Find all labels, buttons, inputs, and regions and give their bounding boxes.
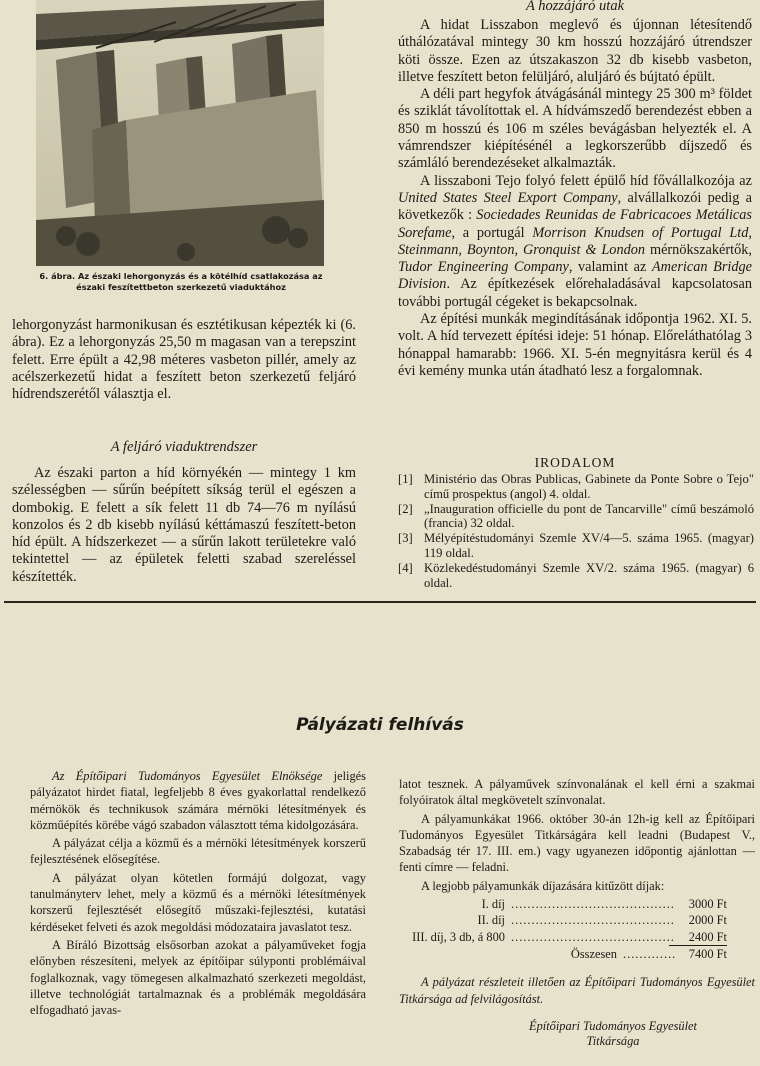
prize-row [399, 896, 755, 912]
announcement-left-column [30, 768, 366, 1020]
paragraph-road-network: A hidat Lisszabon meglevő és újonnan létesítendő úthálózatával mintegy 30 km hosszú hozzájáró útrendszer köti össze. Ezen az útszakaszon 32 db kisebb vasbeton, illetve feszített beton felüljáró, aluljáró és bújtató épült. [398, 17, 752, 85]
prize-amount: 2000 Ft [688, 913, 727, 928]
paragraph-standard: latot tesznek. A pályaművek színvonalának el kell érni a szakmai folyóiratok által megkövetelt színvonalat. [399, 777, 755, 808]
right-column-body [398, 17, 752, 380]
prize-table [399, 896, 755, 962]
paragraph-viaduct: Az északi parton a híd környékén — mintegy 1 km szélességben — sűrűn beépített síkság terül el egészen a dombokig. E felett a sík felett 11 db 74—76 m nyílású konzolos és 2 db kisebb nyílású kéttámaszú feszített-beton híd épült. A hídszerkezet — a sűrűn lakott területekre való tekintettel — az épületek feletti szabad szereléssel készítették. [12, 465, 356, 585]
contractors-text-b: , alvállalkozói pedig a következők : [398, 189, 752, 224]
viaduct-illustration [36, 0, 324, 266]
prize-row [399, 929, 755, 946]
contractor-sorefame: Sociedades Reunidas de Fabricacoes Metálicas Sorefame [398, 207, 752, 241]
heading-references: IRODALOM [534, 455, 616, 470]
contractor-morrison: Morrison Knudsen of Portugal Ltd, Steinmann, Boynton, Gronquist & London [398, 224, 752, 258]
contractor-tudor: Tudor Engineering Company [398, 259, 569, 276]
reference-number: [1] [398, 472, 413, 486]
contractors-text-d: mérnökszakértők, [645, 241, 752, 258]
announcement-title: Pályázati felhívás [296, 715, 464, 735]
paragraph-committee: A Bíráló Bizottság elsősorban azokat a pályaműveket fogja előnyben részesíteni, melyek az építőipar súlyponti problémáival foglalkoznak, vagy tömegesen alkalmazható szerkezeti megoldást, illetve technológiát tartalmaznak és a problémák megoldására elfogadható javas- [30, 937, 366, 1018]
reference-text: Közlekedéstudományi Szemle XV/2. száma 1965. (magyar) 6 oldal. [424, 560, 754, 590]
paragraph-anchorage: lehorgonyzást harmonikusan és esztétikusan képezték ki (6. ábra). Ez a lehorgonyzás 25,50 m magasan van a terepszint felett. Erre épült a 42,98 méteres vasbeton pillér, amely az acélszerkezetű hidat a feszített beton szerkezetű feljáró hídrendszerétől választja el. [12, 317, 356, 403]
signature-line: Építőipari Tudományos Egyesület [529, 1019, 697, 1034]
info-note: A pályázat részleteit illetően az Építőipari Tudományos Egyesület Titkársága ad felvilágosítást. [399, 975, 755, 1006]
paragraph-contractors [398, 173, 752, 311]
reference-number: [4] [398, 560, 413, 575]
prize-label: I. díj [481, 897, 505, 912]
leader-dots: ........................................ [511, 913, 675, 928]
reference-item [398, 502, 754, 532]
reference-number: [3] [398, 531, 413, 546]
prize-total-row [399, 946, 755, 962]
signature-block [399, 1019, 755, 1049]
heading-access-roads: A hozzájáró utak [525, 0, 625, 14]
figure-caption: 6. ábra. Az északi lehorgonyzás és a kötélhíd csatlakozása az északi feszítettbeton szerkezetű viaduktához [39, 271, 323, 292]
prize-amount: 3000 Ft [688, 897, 727, 912]
contractors-text-c: , a portugál [451, 224, 533, 241]
reference-number: [2] [398, 501, 413, 516]
prize-label: III. díj, 3 db, á 800 [412, 929, 505, 944]
paragraph-schedule: Az építési munkák megindításának időpontja 1962. XI. 5. volt. A híd tervezett építési ideje: 51 hónap. Előreláthatólag 3 hónappal hamarabb: 1966. XI. 5-én megnyitásra kerül és 4 évi kemény munka után átadható lesz a forgalomnak. [398, 311, 752, 379]
leader-dots: ........................................ [511, 929, 675, 944]
total-amount: 7400 Ft [688, 946, 727, 961]
paragraph-prizes-intro: A legjobb pályamunkák díjazására kitűzött díjak: [421, 878, 665, 893]
contractor-main: United States Steel Export Company [398, 189, 618, 206]
association-board: Az Építőipari Tudományos Egyesület Elnöksége [52, 769, 323, 783]
reference-item [398, 561, 754, 591]
contractors-text-e: , valamint az [568, 259, 652, 276]
left-column-viaduct [12, 465, 356, 586]
paragraph-format: A pályázat olyan kötetlen formájú dolgozat, vagy tanulmányterv lehet, mely a közmű és a mérnöki létesítmények korszerű fejlesztését elősegítő műszaki-fejlesztési, kutatási kérdéseket felveti és azok megoldási módozataira javaslatot tesz. [30, 870, 366, 934]
left-column-continued [12, 317, 356, 403]
reference-item [398, 472, 754, 502]
section-divider [4, 601, 756, 603]
intro-rest: jeligés pályázatot hirdet fiatal, legfeljebb 8 éves gyakorlattal rendelkező mérnökök és technikusok számára mérnöki létesítmények és közműépítés körébe vágó szabadon választott téma kidolgozására. [30, 769, 366, 832]
prize-row [399, 912, 755, 928]
prize-label: II. díj [477, 913, 505, 928]
paragraph-toll-cutting: A déli part hegyfok átvágásánál mintegy 25 300 m³ földet és sziklát távolítottak el. A hídvámszedő berendezést ebben a 850 m hosszú és 106 m széles bevágásban helyezték el. A vámrendszer kiépítésénél a legkorszerűbb díjszedő és számláló berendezéseket alkalmazták. [398, 86, 752, 172]
heading-viaduct-system: A feljáró viaduktrendszer [110, 439, 258, 455]
paragraph-announcement-intro [30, 768, 366, 833]
contractors-text-a: A lisszaboni Tejo folyó felett épülő híd fővállalkozója az [420, 172, 752, 189]
reference-list [398, 472, 754, 590]
reference-text: „Inauguration officielle du pont de Tancarville" című beszámoló (francia) 32 oldal. [424, 501, 754, 531]
leader-dots: ........................................ [511, 897, 675, 912]
signature-line: Titkársága [586, 1034, 640, 1049]
reference-text: Ministério das Obras Publicas, Gabinete da Ponte Sobre o Tejo" című prospektus (angol) 4. oldal. [424, 472, 754, 501]
leader-dots: ............. [623, 946, 677, 961]
reference-text: Mélyépítéstudományi Szemle XV/4—5. száma 1965. (magyar) 119 oldal. [424, 531, 754, 560]
total-label: Összesen [570, 946, 617, 961]
contractor-american-bridge: American Bridge Division [398, 259, 753, 293]
paragraph-goal: A pályázat célja a közmű és a mérnöki létesítmények korszerű fejlesztésének elősegítése. [30, 836, 366, 867]
bridge-viaduct-photo [36, 0, 324, 266]
contractors-text-f: . Az építkezések előrehaladásával kapcsolatosan további portugál cégeket is bekapcsolnak. [398, 276, 752, 310]
paragraph-deadline: A pályamunkákat 1966. október 30-án 12h-ig kell az Építőipari Tudományos Egyesület Titkárságára kell leadni (Budapest V., Szabadság tér 17. III. em.) vagy ugyanezen időpontig ajánlottan — fenti címre — feladni. [399, 811, 755, 875]
announcement-right-column [399, 776, 755, 1049]
reference-item [398, 531, 754, 561]
prize-amount: 2400 Ft [669, 929, 727, 946]
